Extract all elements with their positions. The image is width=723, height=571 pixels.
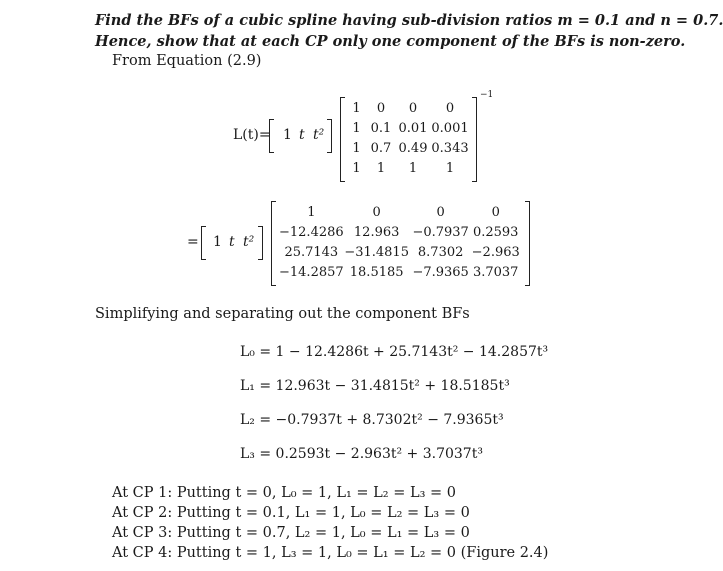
m1-cell: 0.1: [370, 120, 392, 136]
bf-l1: L₁ = 12.963t − 31.4815t² + 18.5185t³: [240, 378, 510, 394]
from-equation-text: From Equation (2.9): [112, 53, 262, 69]
eq1-lhs: L(t)=: [233, 127, 271, 143]
eq1-row-bracket-left: [269, 119, 274, 153]
m1-cell: 0: [376, 100, 386, 116]
m1-cell: 1: [352, 120, 361, 136]
m2-cell: 8.7302: [417, 244, 464, 260]
question-line-1: Find the BFs of a cubic spline having sub-division ratios m = 0.1 and n = 0.7.: [95, 12, 723, 29]
m2-cell: 0: [491, 204, 500, 220]
eq1-row-1: 1: [283, 127, 292, 143]
m1-cell: 1: [352, 160, 361, 176]
m2-cell: 3.7037: [472, 264, 519, 280]
m2-cell: 0.2593: [472, 224, 519, 240]
m2-cell: −0.7937: [412, 224, 469, 240]
m1-cell: 0.001: [431, 120, 469, 136]
m2-cell: −31.4815: [344, 244, 409, 260]
eq2-row-t2: t²: [243, 234, 255, 250]
m2-cell: 12.963: [353, 224, 400, 240]
m1-cell: 0: [408, 100, 418, 116]
m1-cell: 1: [352, 100, 361, 116]
m1-cell: 0.343: [431, 140, 469, 156]
cp-line-3: At CP 3: Putting t = 0.7, L₂ = 1, L₀ = L₁ = L₃ = 0: [112, 525, 470, 541]
eq1-row-t: t: [299, 127, 305, 143]
eq2-lhs: =: [187, 234, 199, 250]
m1-cell: 0: [445, 100, 455, 116]
m1-cell: 1: [445, 160, 455, 176]
m2-cell: 0: [372, 204, 381, 220]
m1-cell: 1: [376, 160, 386, 176]
bf-l2: L₂ = −0.7937t + 8.7302t² − 7.9365t³: [240, 412, 504, 428]
eq2-row-bracket-right: [258, 226, 263, 260]
m2-cell: −7.9365: [412, 264, 469, 280]
eq2-matrix-bracket-right: [525, 201, 530, 286]
eq2-row-bracket-left: [201, 226, 206, 260]
m2-cell: 1: [307, 204, 316, 220]
eq2-row-t: t: [229, 234, 235, 250]
m1-cell: 0.7: [370, 140, 392, 156]
eq1-exponent: −1: [480, 90, 494, 100]
question-line-2: Hence, show that at each CP only one component of the BFs is non-zero.: [95, 33, 686, 50]
bf-l0: L₀ = 1 − 12.4286t + 25.7143t² − 14.2857t³: [240, 344, 549, 360]
m2-cell: 0: [436, 204, 445, 220]
cp-line-2: At CP 2: Putting t = 0.1, L₁ = 1, L₀ = L₂ = L₃ = 0: [112, 505, 470, 521]
m1-cell: 1: [408, 160, 418, 176]
m2-cell: −14.2857: [279, 264, 344, 280]
eq2-row-1: 1: [213, 234, 222, 250]
cp-line-1: At CP 1: Putting t = 0, L₀ = 1, L₁ = L₂ = L₃ = 0: [112, 485, 456, 501]
eq1-row-bracket-right: [327, 119, 332, 153]
eq2-matrix: [279, 202, 520, 282]
eq1-row-t2: t²: [313, 127, 325, 143]
eq1-matrix-bracket-right: [472, 97, 477, 182]
m1-cell: 0.49: [398, 140, 428, 156]
m2-cell: −2.963: [471, 244, 520, 260]
m1-cell: 0.01: [398, 120, 428, 136]
bf-l3: L₃ = 0.2593t − 2.963t² + 3.7037t³: [240, 446, 483, 462]
eq1-matrix-bracket-left: [340, 97, 345, 182]
eq1-matrix: [347, 98, 470, 178]
eq2-matrix-bracket-left: [271, 201, 276, 286]
cp-line-4: At CP 4: Putting t = 1, L₃ = 1, L₀ = L₁ = L₂ = 0 (Figure 2.4): [112, 545, 549, 561]
simplifying-text: Simplifying and separating out the component BFs: [95, 306, 470, 322]
m2-cell: 18.5185: [349, 264, 404, 280]
m1-cell: 1: [352, 140, 361, 156]
m2-cell: 25.7143: [284, 244, 339, 260]
m2-cell: −12.4286: [279, 224, 344, 240]
